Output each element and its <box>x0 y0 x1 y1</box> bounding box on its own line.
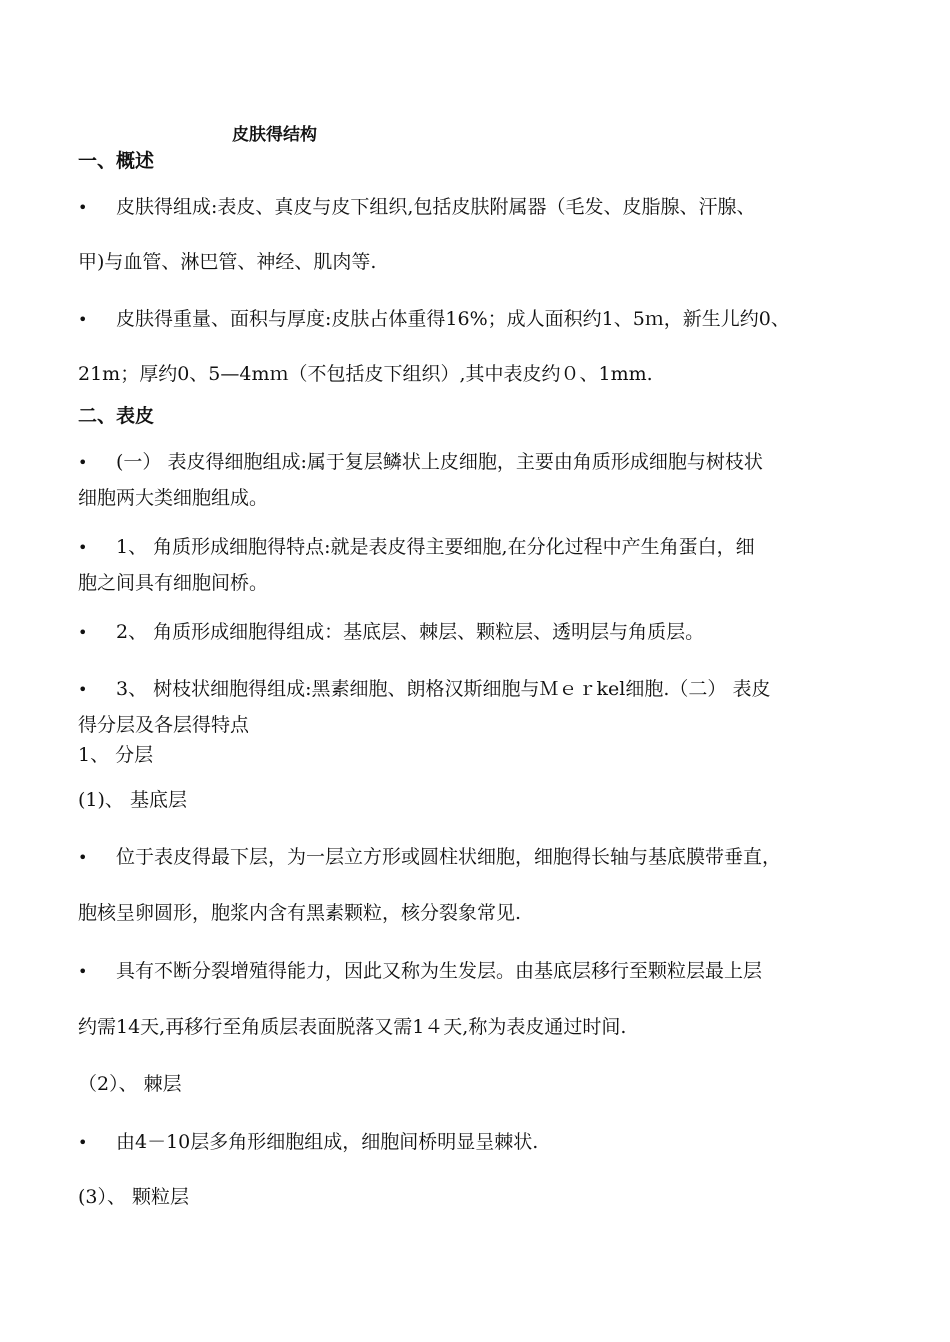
bullet-icon: • <box>78 623 88 642</box>
paragraph-text: 皮肤得组成:表皮、真皮与皮下组织,包括皮肤附属器（毛发、皮脂腺、汗腺、 <box>116 196 756 218</box>
paragraph-text: 具有不断分裂增殖得能力，因此又称为生发层。由基底层移行至颗粒层最上层 <box>116 960 763 982</box>
paragraph-continuation: 21m；厚约0、5—4mｍ（不包括皮下组织）,其中表皮约０、1mm. <box>78 363 653 385</box>
paragraph-continuation: 约需14天,再移行至角质层表面脱落又需1４天,称为表皮通过时间. <box>78 1016 627 1038</box>
bullet-icon: • <box>78 848 88 867</box>
bullet-item <box>78 1129 538 1156</box>
bullet-item <box>78 306 790 333</box>
bullet-item <box>78 194 755 221</box>
paragraph-text: 1、 角质形成细胞得特点:就是表皮得主要细胞,在分化过程中产生角蛋白，细 <box>116 536 755 558</box>
paragraph-text: 3、 树枝状细胞得组成:黑素细胞、朗格汉斯细胞与Ｍｅｒkel细胞.（二） 表皮 <box>116 678 771 700</box>
bullet-icon: • <box>78 453 88 472</box>
paragraph-text: (一） 表皮得细胞组成:属于复层鳞状上皮细胞，主要由角质形成细胞与树枝状 <box>116 451 763 473</box>
subheading-granular-layer: (3）、 颗粒层 <box>78 1186 190 1208</box>
paragraph-continuation: 胞核呈卵圆形，胞浆内含有黑素颗粒，核分裂象常见. <box>78 902 522 924</box>
bullet-item <box>78 619 704 646</box>
subheading-spinous-layer: （2）、 棘层 <box>78 1073 182 1095</box>
bullet-icon: • <box>78 198 88 217</box>
document-title: 皮肤得结构 <box>232 125 317 145</box>
bullet-icon: • <box>78 680 88 699</box>
bullet-icon: • <box>78 962 88 981</box>
section-heading-epidermis: 二、表皮 <box>78 405 155 427</box>
paragraph-continuation: 细胞两大类细胞组成。 <box>78 487 269 509</box>
bullet-item <box>78 534 755 561</box>
paragraph-text: 位于表皮得最下层，为一层立方形或圆柱状细胞，细胞得长轴与基底膜带垂直， <box>116 846 782 868</box>
section-heading-overview: 一、概述 <box>78 150 155 172</box>
subheading-basal-layer: (1)、 基底层 <box>78 789 187 811</box>
bullet-item <box>78 676 770 703</box>
bullet-icon: • <box>78 310 88 329</box>
paragraph-text: 皮肤得重量、面积与厚度:皮肤占体重得16%；成人面积约1、5ｍ，新生儿约0、 <box>116 308 790 330</box>
bullet-icon: • <box>78 1133 88 1152</box>
bullet-item <box>78 958 762 985</box>
paragraph-text: 2、 角质形成细胞得组成：基底层、棘层、颗粒层、透明层与角质层。 <box>116 621 705 643</box>
bullet-item <box>78 449 763 476</box>
paragraph-text: 由4－10层多角形细胞组成，细胞间桥明显呈棘状. <box>116 1131 539 1153</box>
bullet-icon: • <box>78 538 88 557</box>
paragraph-continuation: 得分层及各层得特点 <box>78 714 250 736</box>
paragraph-continuation: 甲)与血管、淋巴管、神经、肌肉等. <box>78 251 377 273</box>
paragraph-continuation: 胞之间具有细胞间桥。 <box>78 572 269 594</box>
subheading-layers: 1、 分层 <box>78 744 154 766</box>
bullet-item <box>78 844 781 871</box>
